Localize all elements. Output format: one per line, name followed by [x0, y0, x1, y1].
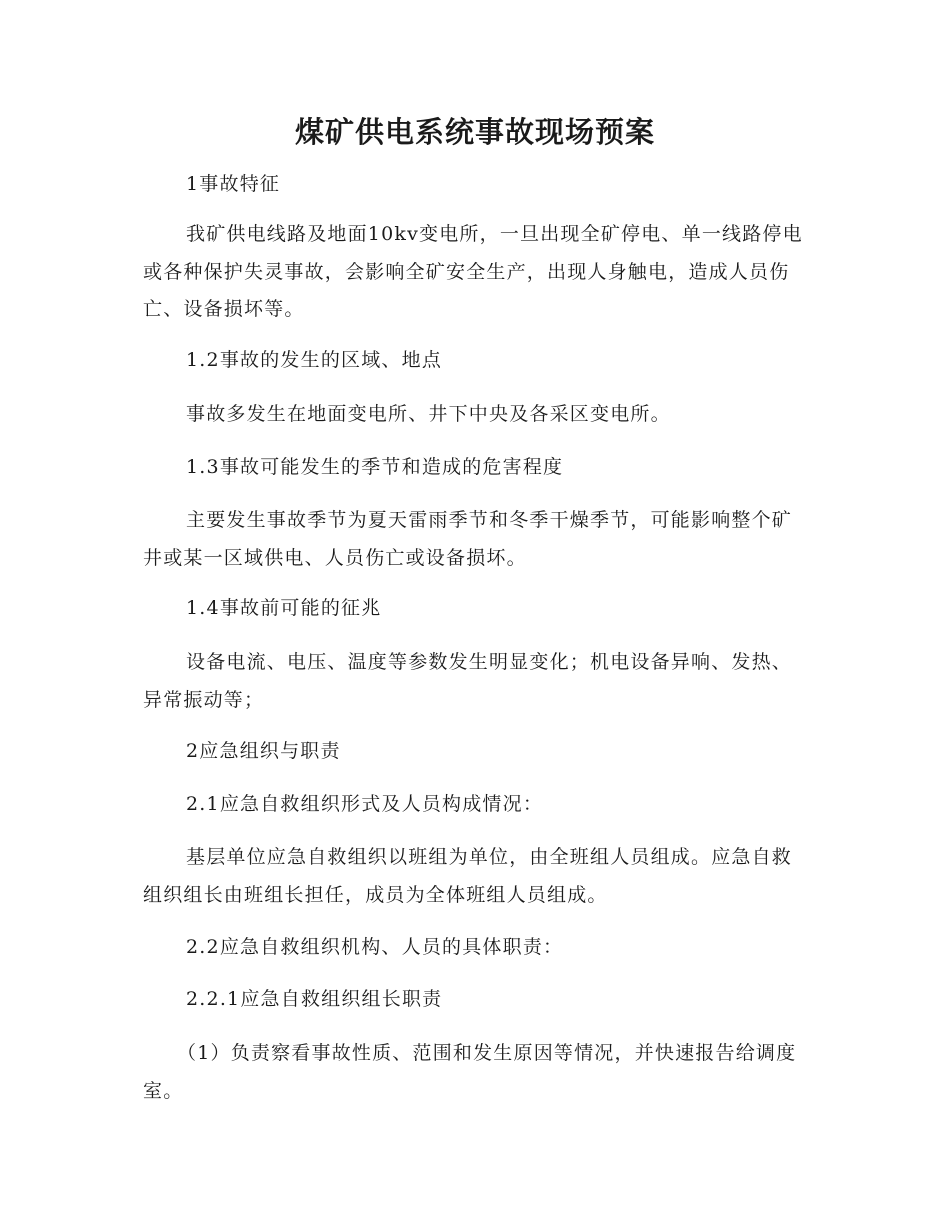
- document-title: 煤矿供电系统事故现场预案: [294, 115, 655, 149]
- list-item-1: （1）负责察看事故性质、范围和发生原因等情况，并快速报告给调度室。: [143, 1042, 797, 1102]
- paragraph-1-3: 主要发生事故季节为夏天雷雨季节和冬季干燥季节，可能影响整个矿井或某一区域供电、人员伤亡或设备损坏。: [143, 509, 793, 569]
- paragraph-1: 我矿供电线路及地面10kv变电所，一旦出现全矿停电、单一线路停电或各种保护失灵事故，会影响全矿安全生产，出现人身触电，造成人员伤亡、设备损坏等。: [143, 223, 803, 320]
- heading-2-2: 2.2应急自救组织机构、人员的具体职责：: [186, 936, 564, 958]
- paragraph-2-1: 基层单位应急自救组织以班组为单位，由全班组人员组成。应急自救组织组长由班组长担任，成员为全体班组人员组成。: [143, 846, 793, 906]
- heading-1: 1事故特征: [186, 173, 281, 195]
- heading-2-1: 2.1应急自救组织形式及人员构成情况：: [186, 793, 544, 815]
- heading-1-2: 1.2事故的发生的区域、地点: [186, 349, 443, 371]
- heading-1-4: 1.4事故前可能的征兆: [186, 597, 382, 619]
- heading-1-3: 1.3事故可能发生的季节和造成的危害程度: [186, 456, 564, 478]
- paragraph-1-2: 事故多发生在地面变电所、井下中央及各采区变电所。: [186, 403, 671, 425]
- heading-2: 2应急组织与职责: [186, 740, 341, 762]
- heading-2-2-1: 2.2.1应急自救组织组长职责: [186, 988, 443, 1010]
- paragraph-1-4: 设备电流、电压、温度等参数发生明显变化；机电设备异响、发热、异常振动等；: [143, 651, 793, 711]
